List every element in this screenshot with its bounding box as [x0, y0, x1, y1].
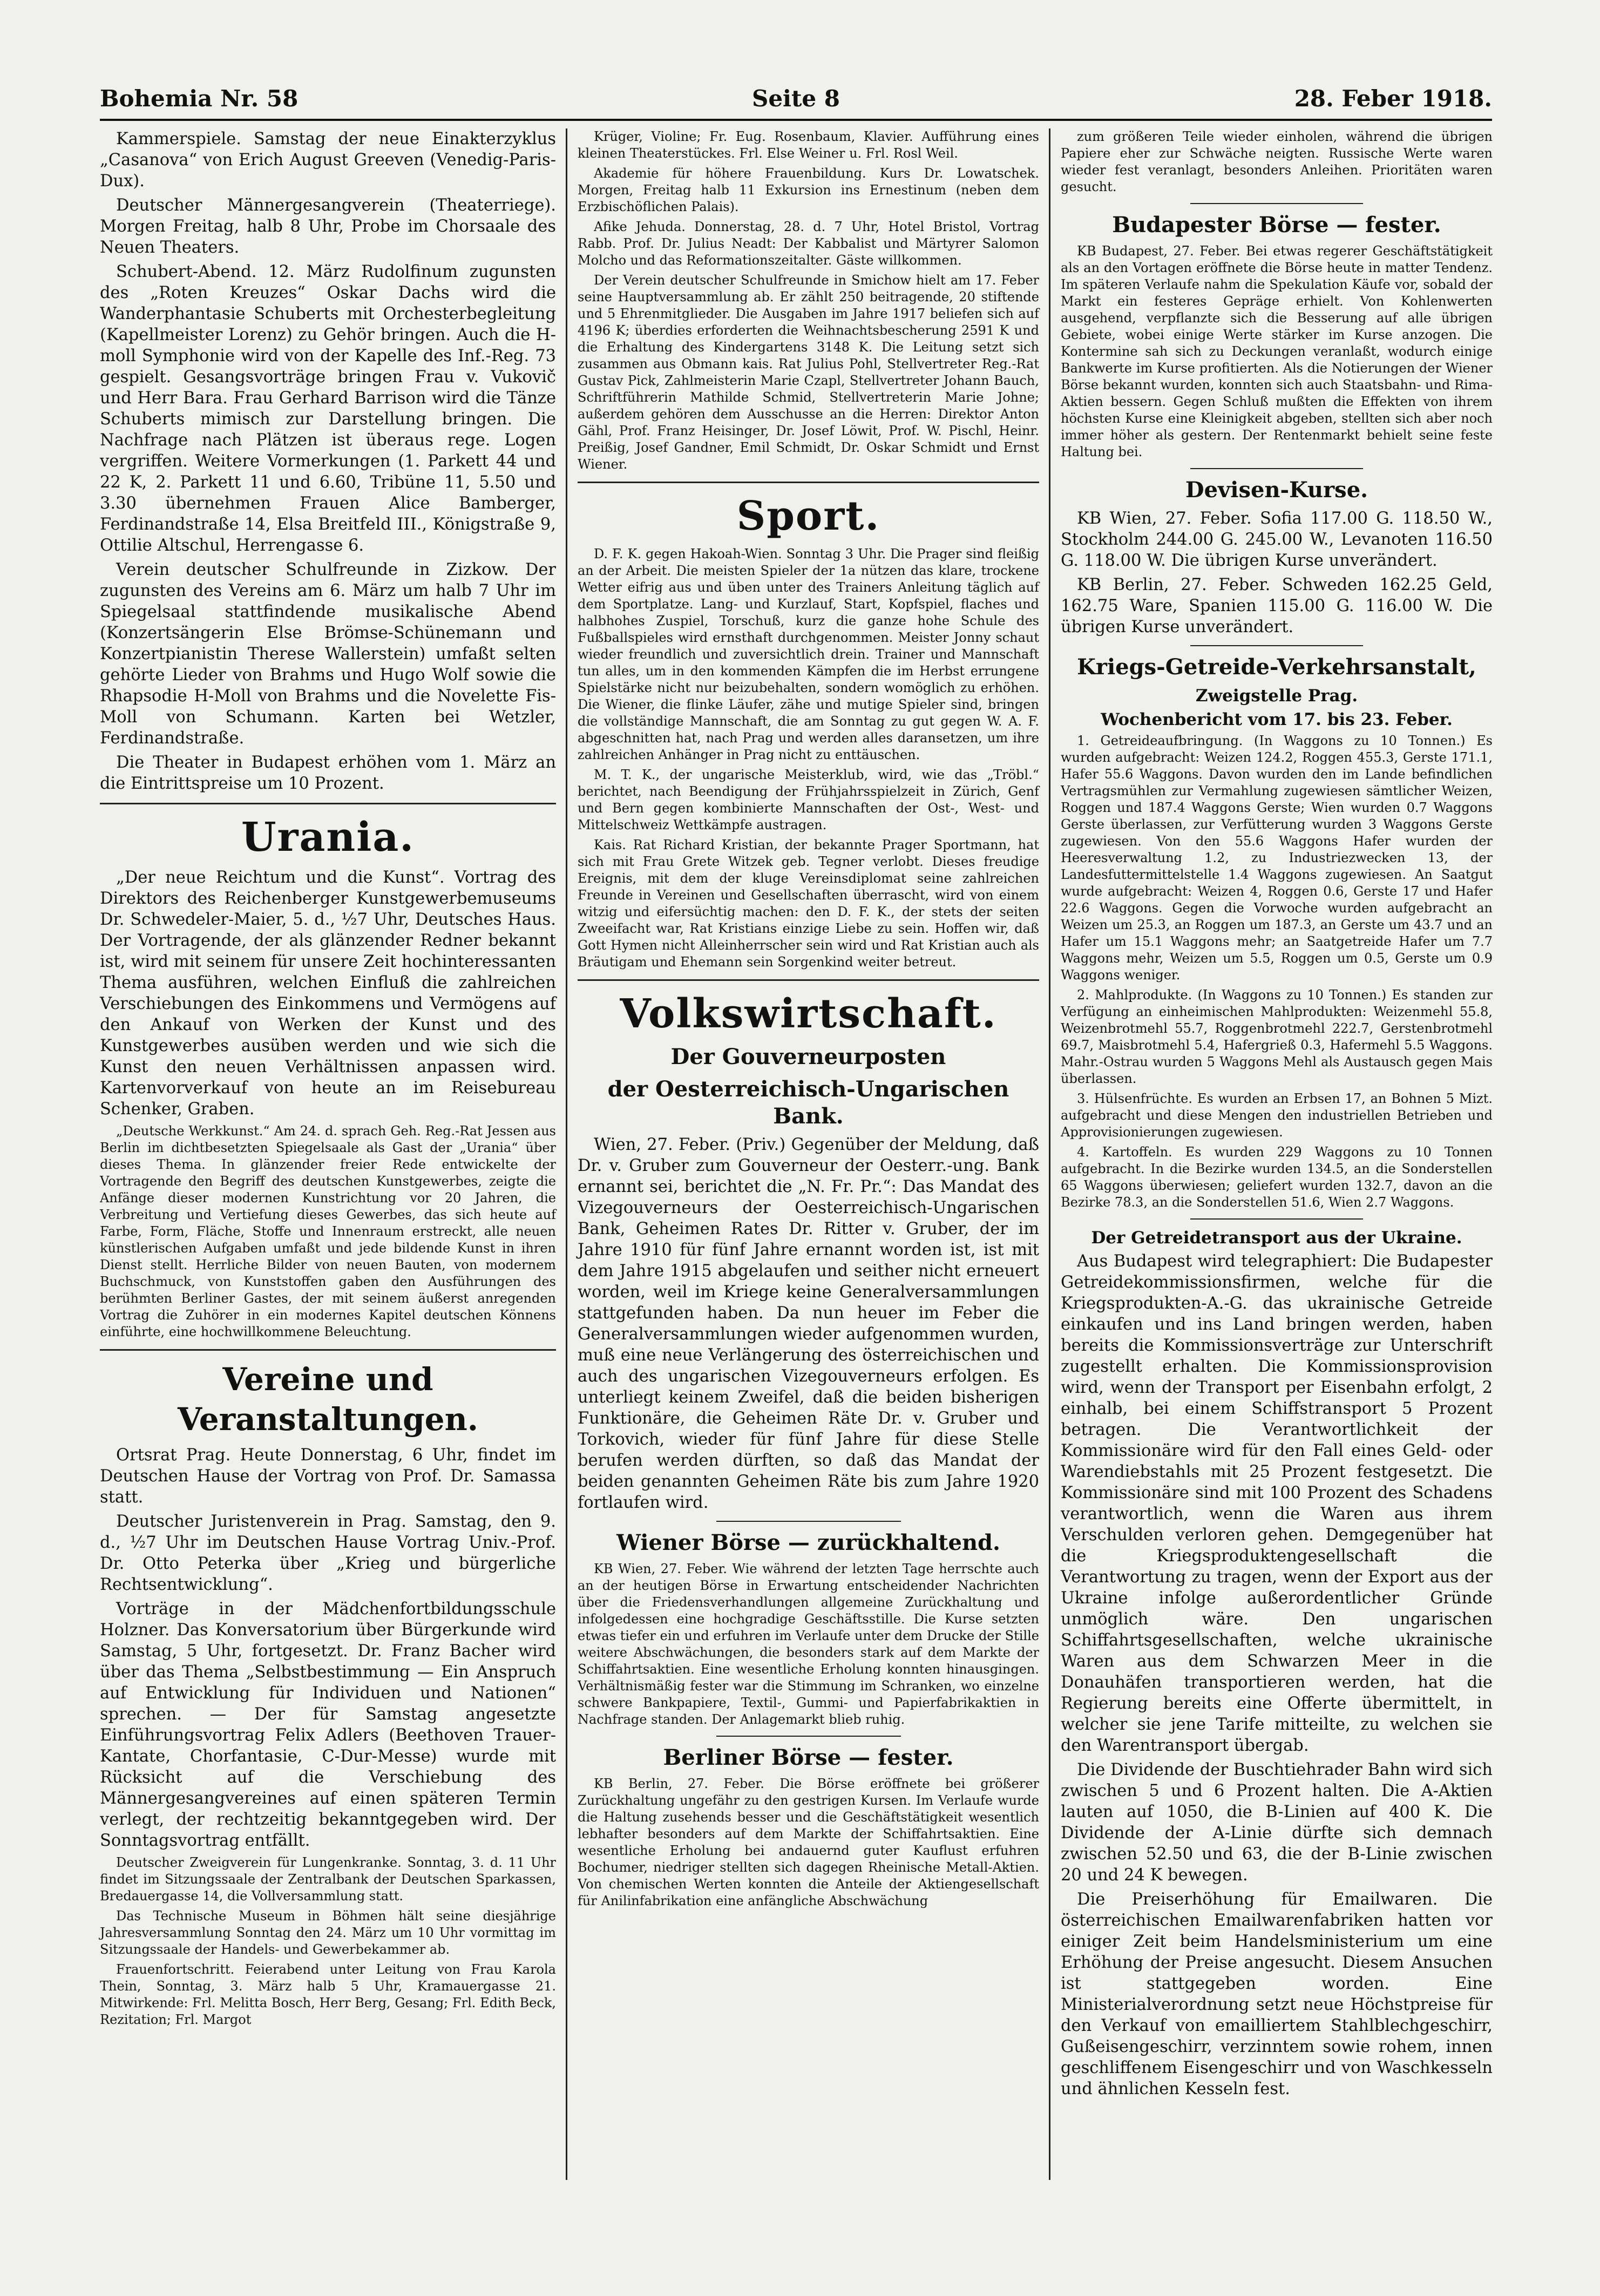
article-text: Die Theater in Budapest erhöhen vom 1. März an die Eintrittspreise um 10 Prozent.: [100, 753, 556, 793]
article-subtitle: Zweigstelle Prag.: [1195, 686, 1358, 706]
article-text: D. F. K. gegen Hakoah-Wien. Sonntag 3 Uhr. Die Prager sind fleißig an der Arbeit. Die meisten Spieler der 1a nützen das klare, trockene Wetter eifrig aus und üben unter des Trainers Anleitung täglich auf dem Sportplatze. Lang- und Kurzlauf, Start, Kopfspiel, flaches und halbhohes Zuspiel, Torschuß, kurz die ganze hohe Schule des Fußballspieles wird ernsthaft durchgenommen. Meister Jonny schaut wieder freundlich und zuversichtlich drein. Trainer und Mannschaft tun alles, um in den kommenden Kämpfen die im Herbst errungene Spielstärke nicht nur beizubehalten, sondern womöglich zu erhöhen. Die Wiener, die flinke Läufer, zähe und mutige Spieler sind, bringen die vollständige Mannschaft, die am Sonntag zu gut gegen W. A. F. abgeschnitten hat, nach Prag und werden alles daransetzen, um ihre zahlreichen Anhänger in Prag nicht zu enttäuschen.: [578, 546, 1039, 762]
article-text: Afike Jehuda. Donnerstag, 28. d. 7 Uhr, Hotel Bristol, Vortrag Rabb. Prof. Dr. Julius Neadt: Der Kabbalist und Märtyrer Salomon Molcho und das Reformationszeitalter. Gäste willkommen.: [578, 219, 1039, 268]
column-divider: [1049, 128, 1050, 2180]
article-text: Kammerspiele. Samstag der neue Einakterzyklus „Casanova“ von Erich August Greeven (Venedig-Paris-Dux).: [100, 130, 556, 191]
divider: [716, 1521, 901, 1522]
issue-date: 28. Feber 1918.: [1294, 85, 1492, 112]
column-2: [578, 128, 1039, 1913]
article-text: Deutscher Männergesangverein (Theaterriege). Morgen Freitag, halb 8 Uhr, Probe im Chorsaale des Neuen Theaters.: [100, 196, 556, 257]
section-title-volkswirtschaft: Volkswirtschaft.: [620, 991, 997, 1037]
article-text: Wien, 27. Feber. (Priv.) Gegenüber der Meldung, daß Dr. v. Gruber zum Gouverneur der Oesterr.-ung. Bank ernannt sei, berichtet die „N. Fr. Pr.“: Das Mandat des Vizegouverneurs der Oesterreichisch-Ungarischen Bank, Geheimen Rates Dr. Ritter v. Gruber, der im Jahre 1910 für fünf Jahre ernannt worden ist, ist mit dem Jahre 1915 abgelaufen und seither nicht erneuert worden, weil im Kriege keine Generalversammlungen stattgefunden haben. Da nun heuer im Feber die Generalversammlungen wieder aufgenommen wurden, muß eine neue Verlängerung des österreichischen und auch des ungarischen Vizegouverneurs erfolgen. Es unterliegt keinem Zweifel, daß die beiden bisherigen Funktionäre, die Geheimen Räte Dr. v. Gruber und Torkovich, wieder für fünf Jahre für diese Stelle berufen werden dürften, so daß das Mandat der beiden genannten Geheimen Räte bis zum Jahre 1920 fortlaufen wird.: [578, 1135, 1039, 1512]
article-text: Vorträge in der Mädchenfortbildungsschule Holzner. Das Konversatorium über Bürgerkunde wird Samstag, 5 Uhr, fortgesetzt. Dr. Franz Bacher wird über das Thema „Selbstbestimmung — Ein Anspruch auf Entwicklung für Individuen und Nationen“ sprechen. — Der für Samstag angesetzte Einführungsvortrag Felix Adlers (Beethoven Trauer-Kantate, Chorfantasie, C-Dur-Messe) wurde mit Rücksicht auf die Verschiebung des Männergesangvereines auf einen späteren Termin verlegt, der rechtzeitig bekanntgegeben wird. Der Sonntagsvortrag entfällt.: [100, 1600, 556, 1850]
article-text: 2. Mahlprodukte. (In Waggons zu 10 Tonnen.) Es standen zur Verfügung an einheimischen Mahlprodukten: Weizenmehl 55.8, Weizenbrotmehl 55.7, Roggenbrotmehl 222.7, Gerstenbrotmehl 69.7, Maisbrotmehl 5.4, Hafergrieß 0.3, Hafermehl 5.5 Waggons. Mahr.-Ostrau wurden 5 Waggons Mehl als Austausch gegen Mais überlassen.: [1061, 987, 1493, 1086]
column-3: [1061, 128, 1493, 2103]
article-title: Wiener Börse — zurückhaltend.: [616, 1530, 1000, 1555]
article-title: Budapester Börse — fester.: [1112, 212, 1441, 238]
article-text: Schubert-Abend. 12. März Rudolfinum zugunsten des „Roten Kreuzes“ Oskar Dachs wird die Wanderphantasie Schuberts mit Orchesterbegleitung (Kapellmeister Lorenz) zu Gehör bringen. Auch die H-moll Symphonie wird von der Kapelle des Inf.-Reg. 73 gespielt. Gesangsvorträge bringen Frau v. Vukovič und Herr Bara. Frau Gerhard Barrison wird die Tänze Schuberts mimisch zur Darstellung bringen. Die Nachfrage nach Plätzen ist überaus rege. Logen vergriffen. Weitere Vormerkungen (1. Parkett 44 und 22 K, 2. Parkett 11 und 6.60, Tribüne 11, 5.50 und 3.30 übernehmen Frauen Alice Bamberger, Ferdinandstraße 14, Elsa Breitfeld III., Königstraße 9, Ottilie Altschul, Herrengasse 6.: [100, 262, 556, 555]
article-text: 3. Hülsenfrüchte. Es wurden an Erbsen 17, an Bohnen 5 Mizt. aufgebracht und diese Mengen den industriellen Betrieben und Approvisionierungen zugewiesen.: [1061, 1091, 1493, 1140]
article-text: Ortsrat Prag. Heute Donnerstag, 6 Uhr, findet im Deutschen Hause der Vortrag von Prof. Dr. Samassa statt.: [100, 1446, 556, 1507]
article-text: „Der neue Reichtum und die Kunst“. Vortrag des Direktors des Reichenberger Kunstgewerbemuseums Dr. Schwedeler-Maier, 5. d., ½7 Uhr, Deutsches Haus. Der Vortragende, der als glänzender Redner bekannt ist, wird mit seinem für unsere Zeit hochinteressanten Thema ausführen, welchen Einfluß die zahlreichen Verschiebungen des Einkommens und Vermögens auf den Ankauf von Werken der Kunst und des Kunstgewerbes ausüben werden und wie sich die Kunst den neuen Verhältnissen anpassen wird. Kartenvorverkauf von heute an im Reisebureau Schenker, Graben.: [100, 868, 556, 1119]
article-title: Kriegs-Getreide-Verkehrsanstalt,: [1077, 654, 1476, 680]
divider: [716, 1736, 901, 1737]
article-text: Die Preiserhöhung für Emailwaren. Die österreichischen Emailwarenfabriken hatten vor einiger Zeit beim Handelsministerium um eine Erhöhung der Preise angesucht. Diesem Ansuchen ist stattgegeben worden. Eine Ministerialverordnung setzt neue Höchstpreise für den Verkauf von emailliertem Stahlblechgeschirr, Gußeisengeschirr, verzinntem sowie rohem, innen geschliffenem Eisengeschirr und von Waschkesseln und ähnlichen Kesseln fest.: [1061, 1890, 1493, 2098]
section-title-sport: Sport.: [736, 493, 880, 539]
article-text: 1. Getreideaufbringung. (In Waggons zu 10 Tonnen.) Es wurden aufgebracht: Weizen 124.2, Roggen 455.3, Gerste 171.1, Hafer 55.6 Waggons. Davon wurden den im Lande befindlichen Vertragsmühlen zur Vermahlung zugewiesen sämtlicher Weizen, Roggen und 187.4 Waggons Gerste; Wien wurden 0.7 Waggons Gerste überlassen, zur Verfütterung wurden 3 Waggons Gerste zugewiesen. Von den 55.6 Waggons Hafer wurden der Heeresverwaltung 1.2, zu Industriezwecken 13, der Landesfuttermittelstelle 1.4 Waggons zugewiesen. An Saatgut wurde aufgebracht: Weizen 4, Roggen 0.6, Gerste 17 und Hafer 22.6 Waggons. Gegen die Vorwoche wurden aufgebracht an Weizen um 25.3, an Roggen um 187.3, an Gerste um 43.7 und an Hafer um 15.1 Waggons mehr; an Saatgetreide Hafer um 7.7 Waggons mehr, Weizen um 5.5, Roggen um 0.5, Gerste um 0.9 Waggons weniger.: [1061, 733, 1493, 983]
divider: [1190, 1218, 1363, 1220]
article-title: der Oesterreichisch-Ungarischen Bank.: [607, 1076, 1009, 1129]
article-text: Krüger, Violine; Fr. Eug. Rosenbaum, Klavier. Aufführung eines kleinen Theaterstückes. Frl. Else Weiner u. Frl. Rosl Weil.: [578, 129, 1039, 161]
article-text: KB Berlin, 27. Feber. Schweden 162.25 Geld, 162.75 Ware, Spanien 115.00 G. 116.00 W. Die übrigen Kurse unverändert.: [1061, 575, 1493, 636]
page-header: [100, 81, 1492, 121]
article-text: Akademie für höhere Frauenbildung. Kurs Dr. Lowatschek. Morgen, Freitag halb 11 Exkursion ins Ernestinum (neben dem Erzbischöflichen Palais).: [578, 166, 1039, 214]
divider: [578, 482, 1039, 483]
article-text: KB Wien, 27. Feber. Sofia 117.00 G. 118.50 W., Stockholm 244.00 G. 245.00 W., Levanoten 116.50 G. 118.00 W. Die übrigen Kurse unverändert.: [1061, 509, 1493, 570]
section-title-urania: Urania.: [241, 814, 415, 861]
article-title: Der Getreidetransport aus der Ukraine.: [1091, 1228, 1462, 1248]
article-title: Der Gouverneurposten: [670, 1044, 946, 1069]
article-text: „Deutsche Werkkunst.“ Am 24. d. sprach Geh. Reg.-Rat Jessen aus Berlin im dichtbesetzten Spiegelsaale als Gast der „Urania“ über dieses Thema. In glänzender freier Rede entwickelte der Vortragende den Begriff des deutschen Kunstgewerbes, zeigte die Anfänge dieser modernen Kunstrichtung vor 20 Jahren, die Verbreitung und Vertiefung dieses Gewerbes, das sich heute auf Farbe, Form, Fläche, Stoffe und Innenraum erstreckt, alle neuen künstlerischen Aufgaben umfaßt und jede bildende Kunst in ihren Dienst stellt. Herrliche Bilder von neuen Bauten, von modernem Buchschmuck, von Kunststoffen gaben den Ausführungen des berühmten Berliner Gastes, der mit seinem äußerst anregenden Vortrag die Zuhörer in ein modernes Kapitel deutschen Könnens einführte, eine hochwillkommene Beleuchtung.: [100, 1123, 556, 1339]
page-number: Seite 8: [752, 85, 840, 112]
newspaper-name: Bohemia Nr. 58: [100, 85, 299, 112]
divider: [578, 979, 1039, 981]
article-title: Berliner Börse — fester.: [663, 1745, 954, 1770]
article-text: KB Berlin, 27. Feber. Die Börse eröffnete bei größerer Zurückhaltung ungefähr zu den gestrigen Kursen. Im Verlaufe wurde die Haltung zusehends besser und die Geschäftstätigkeit wesentlich lebhafter besonders auf dem Markte der Schiffahrtsaktien. Eine wesentliche Erholung bei andauernd guter Kauflust erfuhren Bochumer, niedriger stellten sich dagegen Rheinische Metall-Aktien. Von chemischen Werten konnten die Anteile der Aktiengesellschaft für Anilinfabrikation eine anfängliche Abschwächung: [578, 1776, 1039, 1908]
section-title-vereine: Vereine und Veranstaltungen.: [178, 1361, 478, 1438]
article-text: Deutscher Zweigverein für Lungenkranke. Sonntag, 3. d. 11 Uhr findet im Sitzungssaale der Zentralbank der Deutschen Sparkassen, Bredauergasse 14, die Vollversammlung statt.: [100, 1855, 556, 1904]
article-text: KB Budapest, 27. Feber. Bei etwas regerer Geschäftstätigkeit als an den Vortagen eröffnete die Börse heute in matter Tendenz. Im späteren Verlaufe nahm die Spekulation Käufe vor, sobald der Markt ein festeres Gepräge erhielt. Von Kohlenwerten ausgehend, verpflanzte sich die Besserung auf alle übrigen Gebiete, wobei einige Werte stärker im Kurse anzogen. Die Kontermine sah sich zu Deckungen veranlaßt, wodurch einige Bankwerte im Kurse profitierten. Als die Notierungen der Wiener Börse bekannt wurden, konnten sich auch Staatsbahn- und Rima-Aktien bessern. Gegen Schluß mußten die Effekten von ihrem höchsten Kurse eine Kleinigkeit abgeben, stellten sich aber noch immer höher als gestern. Der Rentenmarkt behielt seine feste Haltung bei.: [1061, 243, 1493, 459]
article-text: Deutscher Juristenverein in Prag. Samstag, den 9. d., ½7 Uhr im Deutschen Hause Vortrag Univ.-Prof. Dr. Otto Peterka über „Krieg und bürgerliche Rechtsentwicklung“.: [100, 1512, 556, 1594]
article-text: KB Wien, 27. Feber. Wie während der letzten Tage herrschte auch an der heutigen Börse in Erwartung entscheidender Nachrichten über die Friedensverhandlungen allgemeine Zurückhaltung und infolgedessen eine hochgradige Geschäftsstille. Die Kurse setzten etwas tiefer ein und erfuhren im Verlaufe unter dem Drucke der Stille weitere Abschwächungen, die besonders stark auf dem Markte der Schiffahrtsaktien. Eine wesentliche Erholung konnten hinausgingen. Verhältnismäßig fester war die Stimmung im Schranken, wo einzelne schwere Bankpapiere, Textil-, Gummi- und Papierfabrikaktien in Nachfrage standen. Der Anlagemarkt blieb ruhig.: [578, 1561, 1039, 1727]
divider: [1190, 203, 1363, 204]
article-text: Verein deutscher Schulfreunde in Zizkow. Der zugunsten des Vereins am 6. März um halb 7 Uhr im Spiegelsaal stattfindende musikalische Abend (Konzertsängerin Else Brömse-Schünemann und Konzertpianistin Therese Wallerstein) umfaßt selten gehörte Lieder von Brahms und Hugo Wolf sowie die Rhapsodie H-Moll von Brahms und die Novelette Fis-Moll von Schumann. Karten bei Wetzler, Ferdinandstraße.: [100, 560, 556, 748]
article-title: Devisen-Kurse.: [1185, 477, 1368, 503]
divider: [100, 1349, 556, 1351]
article-text: Das Technische Museum in Böhmen hält seine diesjährige Jahresversammlung Sonntag den 24. März um 10 Uhr vormittag im Sitzungssaale der Handels- und Gewerbekammer ab.: [100, 1908, 556, 1957]
article-text: Frauenfortschritt. Feierabend unter Leitung von Frau Karola Thein, Sonntag, 3. März halb 5 Uhr, Kramauergasse 21. Mitwirkende: Frl. Melitta Bosch, Herr Berg, Gesang; Frl. Edith Beck, Rezitation; Frl. Margot: [100, 1962, 556, 2027]
article-text: Kais. Rat Richard Kristian, der bekannte Prager Sportmann, hat sich mit Frau Grete Witzek geb. Tegner verlobt. Dieses freudige Ereignis, mit dem der kluge Vereinsdiplomat seine zahlreichen Freunde in Vereinen und Gesellschaften überrascht, wird von einem witzig und eifersüchtig machen: den D. F. K., der stets der seiten Zweeifacht war, Rat Kristians einzige Liebe zu sein. Hoffen wir, daß Gott Hymen nicht Alleinherrscher sein wird und Rat Kristian auch als Bräutigam und Ehemann sein Sorgenkind weiter betreut.: [578, 837, 1039, 970]
divider: [1190, 645, 1363, 646]
article-text: Aus Budapest wird telegraphiert: Die Budapester Getreidekommissionsfirmen, welche für die Kriegsprodukten-A.-G. das ukrainische Getreide einkaufen und ins Land bringen werden, haben bereits die Kommissionsverträge zur Unterschrift zugestellt erhalten. Die Kommissionsprovision wird, wenn der Transport per Eisenbahn erfolgt, 2 einhalb, bei einem Schiffstransport 5 Prozent betragen. Die Verantwortlichkeit der Kommissionäre wird für den Fall eines Geld- oder Warendiebstahls mit 25 Prozent festgesetzt. Die Kommissionäre sind mit 100 Prozent des Schadens verantwortlich, wenn die Waren aus ihrem Verschulden verloren gehen. Demgegenüber hat die Kriegsproduktengesellschaft die Verantwortung zu tragen, wenn der Export aus der Ukraine infolge außerordentlicher Gründe unmöglich wäre. Den ungarischen Schiffahrtsgesellschaften, welche ukrainische Waren aus dem Schwarzen Meer in die Donauhäfen transportieren werden, hat die Regierung bereits eine Offerte übermittelt, in welcher sie jene Tarife mitteilte, zu welchen sie den Warentransport übergab.: [1061, 1252, 1493, 1755]
column-1: [100, 128, 556, 2031]
article-text: Der Verein deutscher Schulfreunde in Smichow hielt am 17. Feber seine Hauptversammlung ab. Er zählt 250 beitragende, 20 stiftende und 5 Ehrenmitglieder. Die Ausgaben im Jahre 1917 beliefen sich auf 4196 K; überdies erforderten die Weihnachtsbescherung 2591 K und die Erhaltung des Kindergartens 3148 K. Die Leitung setzt sich zusammen aus Obmann kais. Rat Julius Pohl, Stellvertreter Reg.-Rat Gustav Pick, Zahlmeisterin Marie Czapl, Stellvertreter Johann Bauch, Schriftführerin Mathilde Schmid, Stellvertreterin Marie Johne; außerdem gehören dem Ausschusse an die Herren: Direktor Anton Gähl, Prof. Franz Heisinger, Dr. Josef Löwit, Prof. W. Pischl, Heinr. Preißig, Josef Gandner, Emil Schmidt, Dr. Oskar Schmidt und Ernst Wiener.: [578, 273, 1039, 472]
article-text: zum größeren Teile wieder einholen, während die übrigen Papiere eher zur Schwäche neigten. Russische Werte waren wieder fest veranlagt, besonders Anleihen. Prioritäten waren gesucht.: [1061, 129, 1493, 194]
article-text: Die Dividende der Buschtiehrader Bahn wird sich zwischen 5 und 6 Prozent halten. Die A-Aktien lauten auf 1050, die B-Linien auf 400 K. Die Dividende der A-Linie dürfte sich demnach zwischen 52.50 und 63, die der B-Linie zwischen 20 und 24 K bewegen.: [1061, 1760, 1493, 1885]
article-subtitle: Wochenbericht vom 17. bis 23. Feber.: [1101, 710, 1453, 729]
article-text: 4. Kartoffeln. Es wurden 229 Waggons zu 10 Tonnen aufgebracht. In die Bezirke wurden 134.5, an die Sonderstellen 65 Waggons überwiesen; geliefert wurden 132.7, davon an die Bezirke 78.3, an die Sonderstellen 51.6, Wien 2.7 Waggons.: [1061, 1144, 1493, 1210]
column-divider: [566, 128, 567, 2180]
divider: [1190, 468, 1363, 469]
article-text: M. T. K., der ungarische Meisterklub, wird, wie das „Tröbl.“ berichtet, nach Beendigung der Frühjahrsspielzeit in Zürich, Genf und Bern gegen kombinierte Mannschaften der Ost-, West- und Mittelschweiz Wettkämpfe austragen.: [578, 767, 1039, 832]
divider: [100, 803, 556, 804]
